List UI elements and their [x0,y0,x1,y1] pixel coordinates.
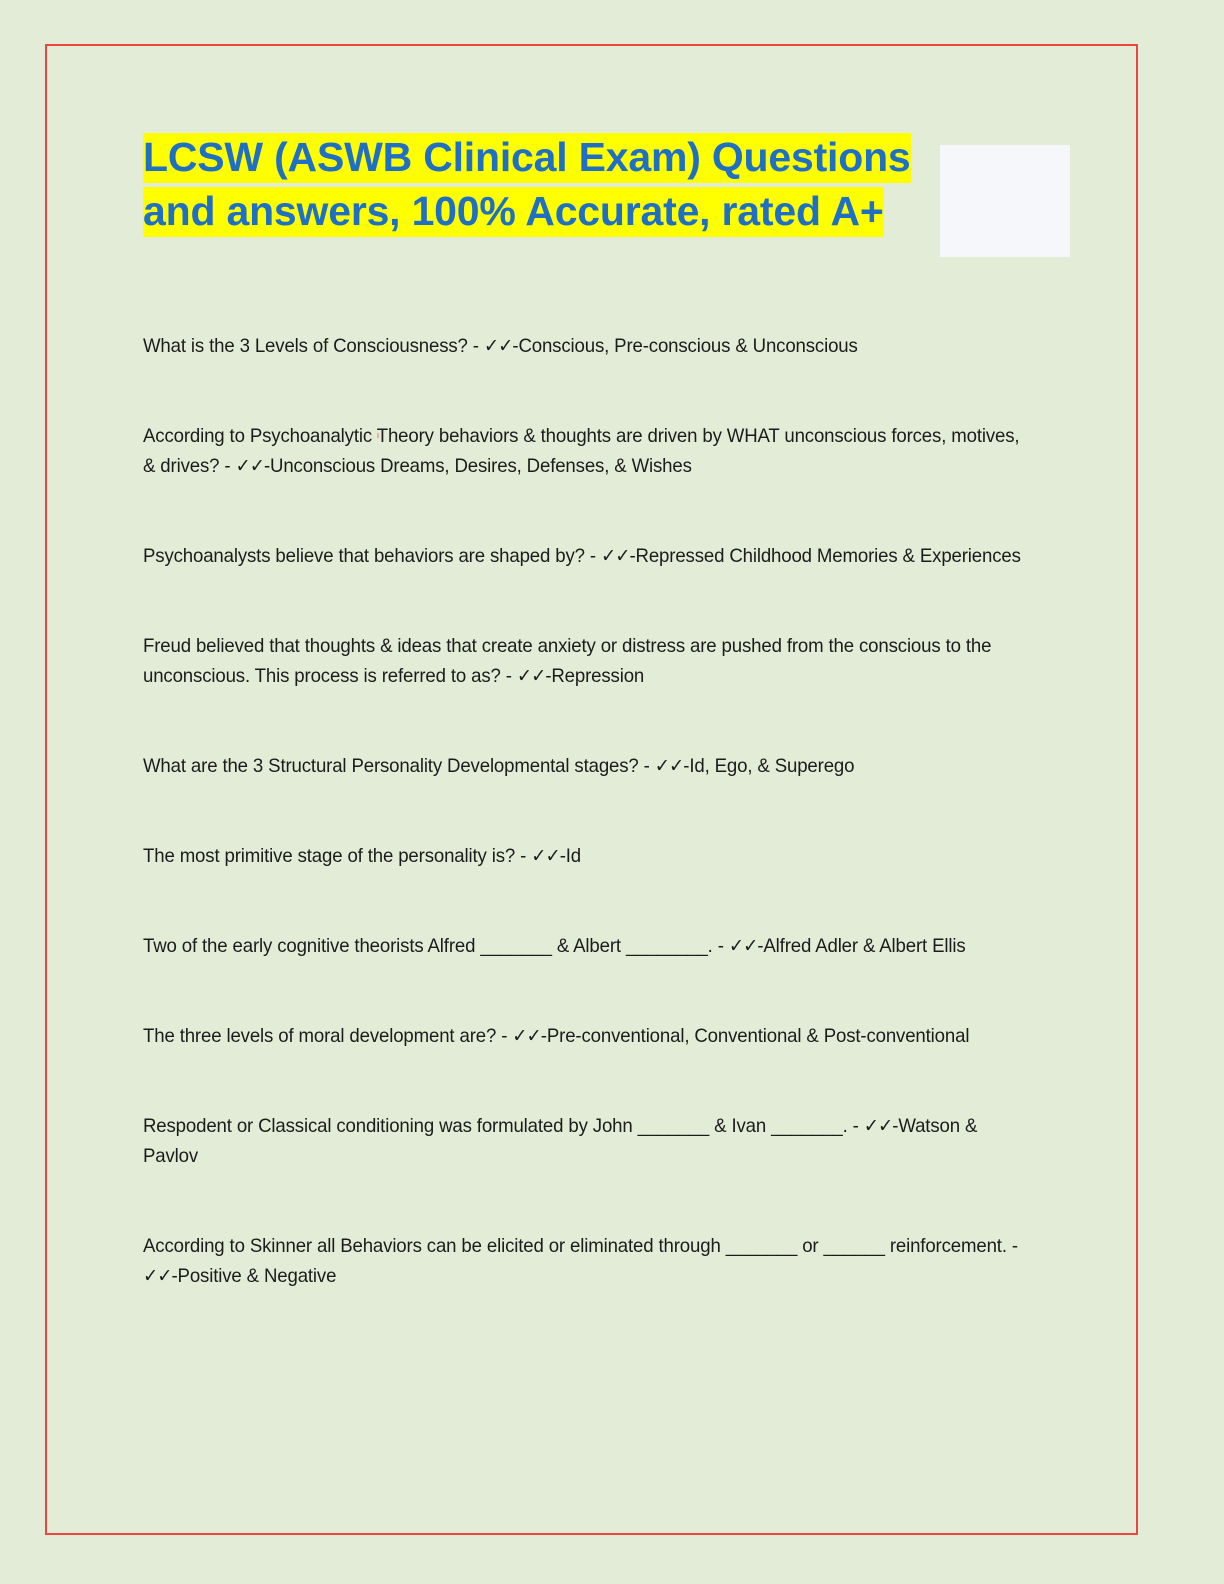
double-check-icon: ✓✓ [654,755,684,777]
qa-item: Freud believed that thoughts & ideas that create anxiety or distress are pushed from the conscious to the unconscious. This process is referred to as? - ✓✓-Repression [143,635,992,687]
qa-item: Respodent or Classical conditioning was formulated by John _______ & Ivan _______. - ✓✓-Watson & Pavlov [143,1115,978,1167]
double-check-icon: ✓✓ [728,935,758,957]
double-check-icon: ✓✓ [600,545,630,567]
double-check-icon: ✓✓ [512,1025,541,1047]
document-content [143,130,1083,1291]
double-check-icon: ✓✓ [531,845,560,867]
qa-item: Psychoanalysts believe that behaviors are shaped by? - ✓✓-Repressed Childhood Memories & Experiences [143,545,1021,567]
title-line-1: LCSW (ASWB Clinical Exam) Questions [143,133,911,183]
double-check-icon: ✓✓ [863,1115,893,1137]
qa-item: According to Psychoanalytic Theory behaviors & thoughts are driven by WHAT unconscious forces, motives, & drives? - ✓✓-Unconscious Dreams, Desires, Defenses, & Wishes [143,425,1020,477]
qa-item: Two of the early cognitive theorists Alfred _______ & Albert ________. - ✓✓-Alfred Adler & Albert Ellis [143,935,966,957]
title-line-2: and answers, 100% Accurate, rated A+ [143,187,884,237]
page-title [143,130,1043,238]
question-answer-list [143,331,1083,1291]
qa-item: What is the 3 Levels of Consciousness? - ✓✓-Conscious, Pre-conscious & Unconscious [143,335,858,357]
qa-item: What are the 3 Structural Personality Developmental stages? - ✓✓-Id, Ego, & Superego [143,755,855,777]
double-check-icon: ✓✓ [483,335,513,357]
title-block [143,130,1083,238]
double-check-icon: ✓✓ [143,1265,172,1287]
qa-item: According to Skinner all Behaviors can be elicited or eliminated through _______ or ______ reinforcement. - ✓✓-Positive & Negative [143,1235,1018,1287]
double-check-icon: ✓✓ [516,665,546,687]
qa-item: The most primitive stage of the personality is? - ✓✓-Id [143,845,582,867]
qa-item: The three levels of moral development are? - ✓✓-Pre-conventional, Conventional & Post-conventional [143,1025,970,1047]
double-check-icon: ✓✓ [235,455,264,477]
